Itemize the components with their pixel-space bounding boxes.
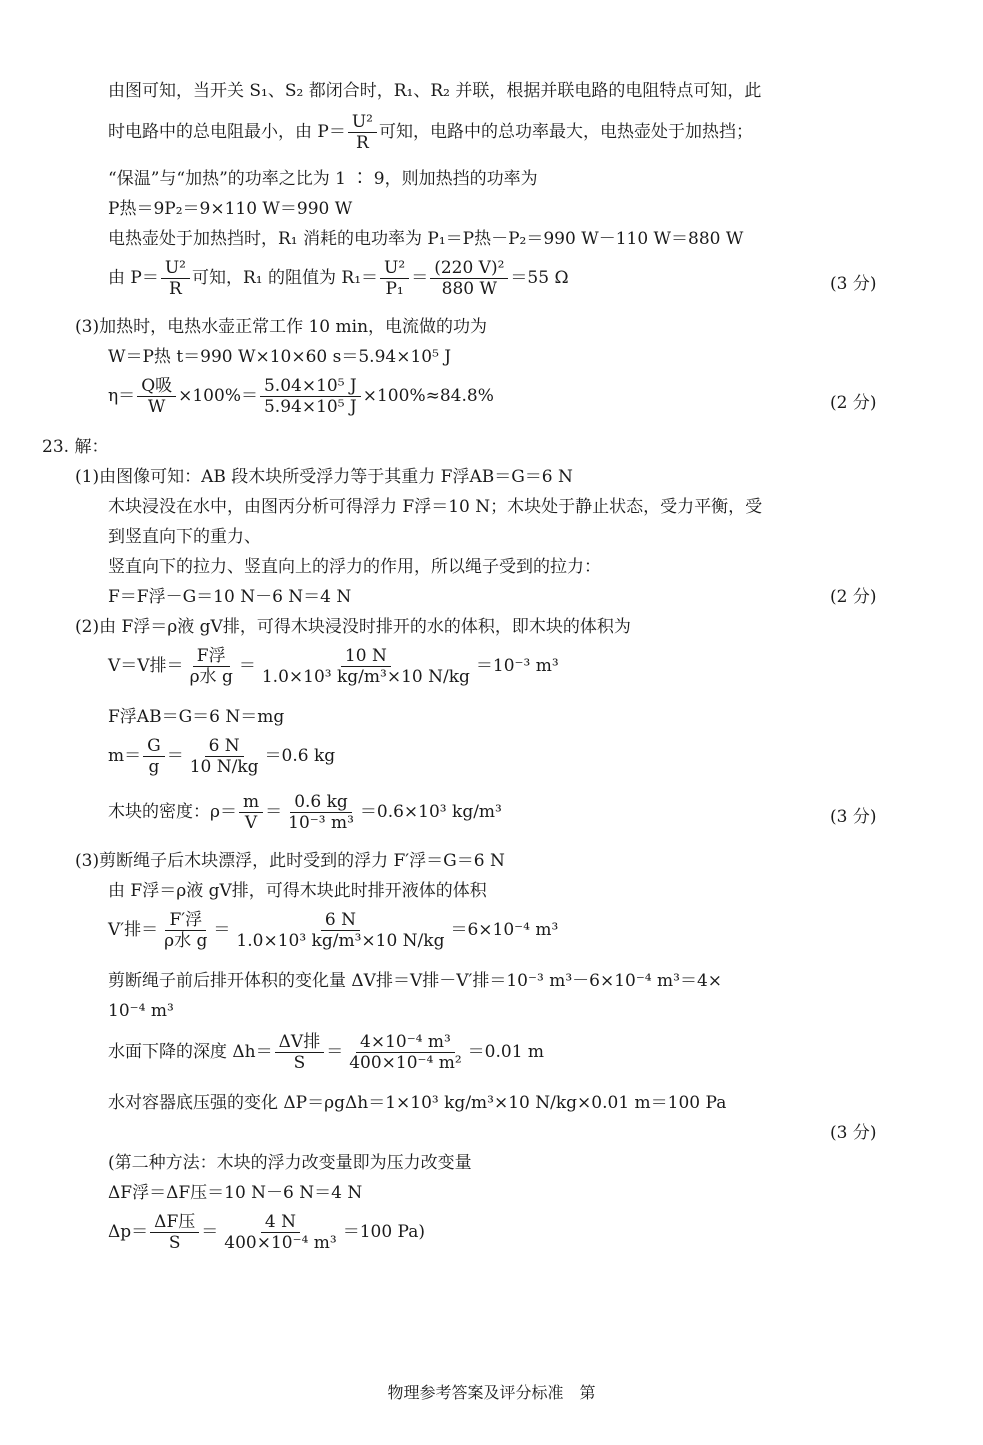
score-label: (3 分) [830,274,877,294]
formula-line: F浮AB＝G＝6 N＝mg [108,707,285,727]
formula-line: 木块的密度：ρ＝ $\frac{m}{V}$ ＝ $\frac{0.6 kg}{\text{10⁻³ m³}}$ ＝0.6×10³ kg/m³ [108,792,502,833]
formula-line: ΔF浮＝ΔF压＝10 N－6 N＝4 N [108,1183,363,1203]
text-line: (2)由 F浮＝ρ液 gV排，可得木块浸没时排开的水的体积，即木块的体积为 [75,617,631,637]
text-line: 竖直向下的拉力、竖直向上的浮力的作用，所以绳子受到的拉力： [108,557,601,577]
formula-line: P热＝9P₂＝9×110 W＝990 W [108,199,353,219]
text-line: 木块浸没在水中，由图丙分析可得浮力 F浮＝10 N；木块处于静止状态，受力平衡，受 [108,497,763,517]
question-number: 23. 解： [42,437,109,457]
score-label: (2 分) [830,393,877,413]
formula-line: η＝ $\frac{\text{Q吸}}{W}$ ×100%＝ $\frac{\text{5.04×10⁵ J}}{\text{5.94×10⁵ J}}$ ×100%≈84.8% [108,376,494,417]
formula-line: F＝F浮－G＝10 N－6 N＝4 N [108,587,352,607]
fraction: $\frac{\text{U²}}{R}$ [348,112,377,153]
formula-line: V′排＝ $\frac{\text{F′浮}}{\text{ρ水 g}}$ ＝ $\frac{6 N}{\text{1.0×10³ kg/m³×10 N/kg}}$ ＝6×10⁻⁴ m³ [108,910,559,951]
text-line: (1)由图像可知：AB 段木块所受浮力等于其重力 F浮AB＝G＝6 N [75,467,573,487]
formula-line: 电热壶处于加热挡时，R₁ 消耗的电功率为 P₁＝P热－P₂＝990 W－110 W＝880 W [108,229,744,249]
formula-line: 时电路中的总电阻最小，由 P＝ $\frac{\text{U²}}{R}$ 可知，电路中的总功率最大，电热壶处于加热挡； [108,112,753,153]
formula-line: 水面下降的深度 Δh＝ $\frac{\text{ΔV排}}{S}$ ＝ $\frac{\text{4×10⁻⁴ m³}}{\text{400×10⁻⁴ m²}}$ ＝0.01 m [108,1032,545,1073]
formula-line: m＝ $\frac{G}{g}$ ＝ $\frac{6 N}{10 N/kg}$ ＝0.6 kg [108,736,336,777]
page-footer: 物理参考答案及评分标准 第 [387,1383,596,1402]
text-line: 10⁻⁴ m³ [108,1001,174,1021]
score-label: (3 分) [830,807,877,827]
text-line: (第二种方法：木块的浮力改变量即为压力改变量 [108,1153,472,1173]
formula-line: W＝P热 t＝990 W×10×60 s＝5.94×10⁵ J [108,347,452,367]
formula-line: 由 P＝ $\frac{\text{U²}}{R}$ 可知，R₁ 的阻值为 R₁＝ $\frac{\text{U²}}{\text{P₁}}$ ＝ $\frac{\text{(220 V)²}}{880 W}$ ＝55 Ω [108,258,569,299]
formula-line: V＝V排＝ $\frac{\text{F浮}}{\text{ρ水 g}}$ ＝ $\frac{10 N}{\text{1.0×10³ kg/m³×10 N/kg}}$ ＝10⁻³ m³ [108,646,559,687]
text-line: (3)剪断绳子后木块漂浮，此时受到的浮力 F′浮＝G＝6 N [75,851,505,871]
formula-line: Δp＝ $\frac{\text{ΔF压}}{S}$ ＝ $\frac{4 N}{\text{400×10⁻⁴ m³}}$ ＝100 Pa) [108,1212,425,1253]
score-label: (2 分) [830,587,877,607]
text-line: “保温”与“加热”的功率之比为 1 ∶ 9，则加热挡的功率为 [108,169,538,189]
formula-line: 水对容器底压强的变化 ΔP＝ρgΔh＝1×10³ kg/m³×10 N/kg×0.01 m＝100 Pa [108,1093,727,1113]
score-label: (3 分) [830,1123,877,1143]
text-line: (3)加热时，电热水壶正常工作 10 min，电流做的功为 [75,317,488,337]
text-line: 由图可知，当开关 S₁、S₂ 都闭合时，R₁、R₂ 并联，根据并联电路的电阻特点可知，此 [108,81,762,101]
text-line: 剪断绳子前后排开体积的变化量 ΔV排＝V排－V′排＝10⁻³ m³－6×10⁻⁴ m³＝4× [108,971,723,991]
text-line: 由 F浮＝ρ液 gV排，可得木块此时排开液体的体积 [108,881,487,901]
text-line: 到竖直向下的重力、 [108,527,261,547]
